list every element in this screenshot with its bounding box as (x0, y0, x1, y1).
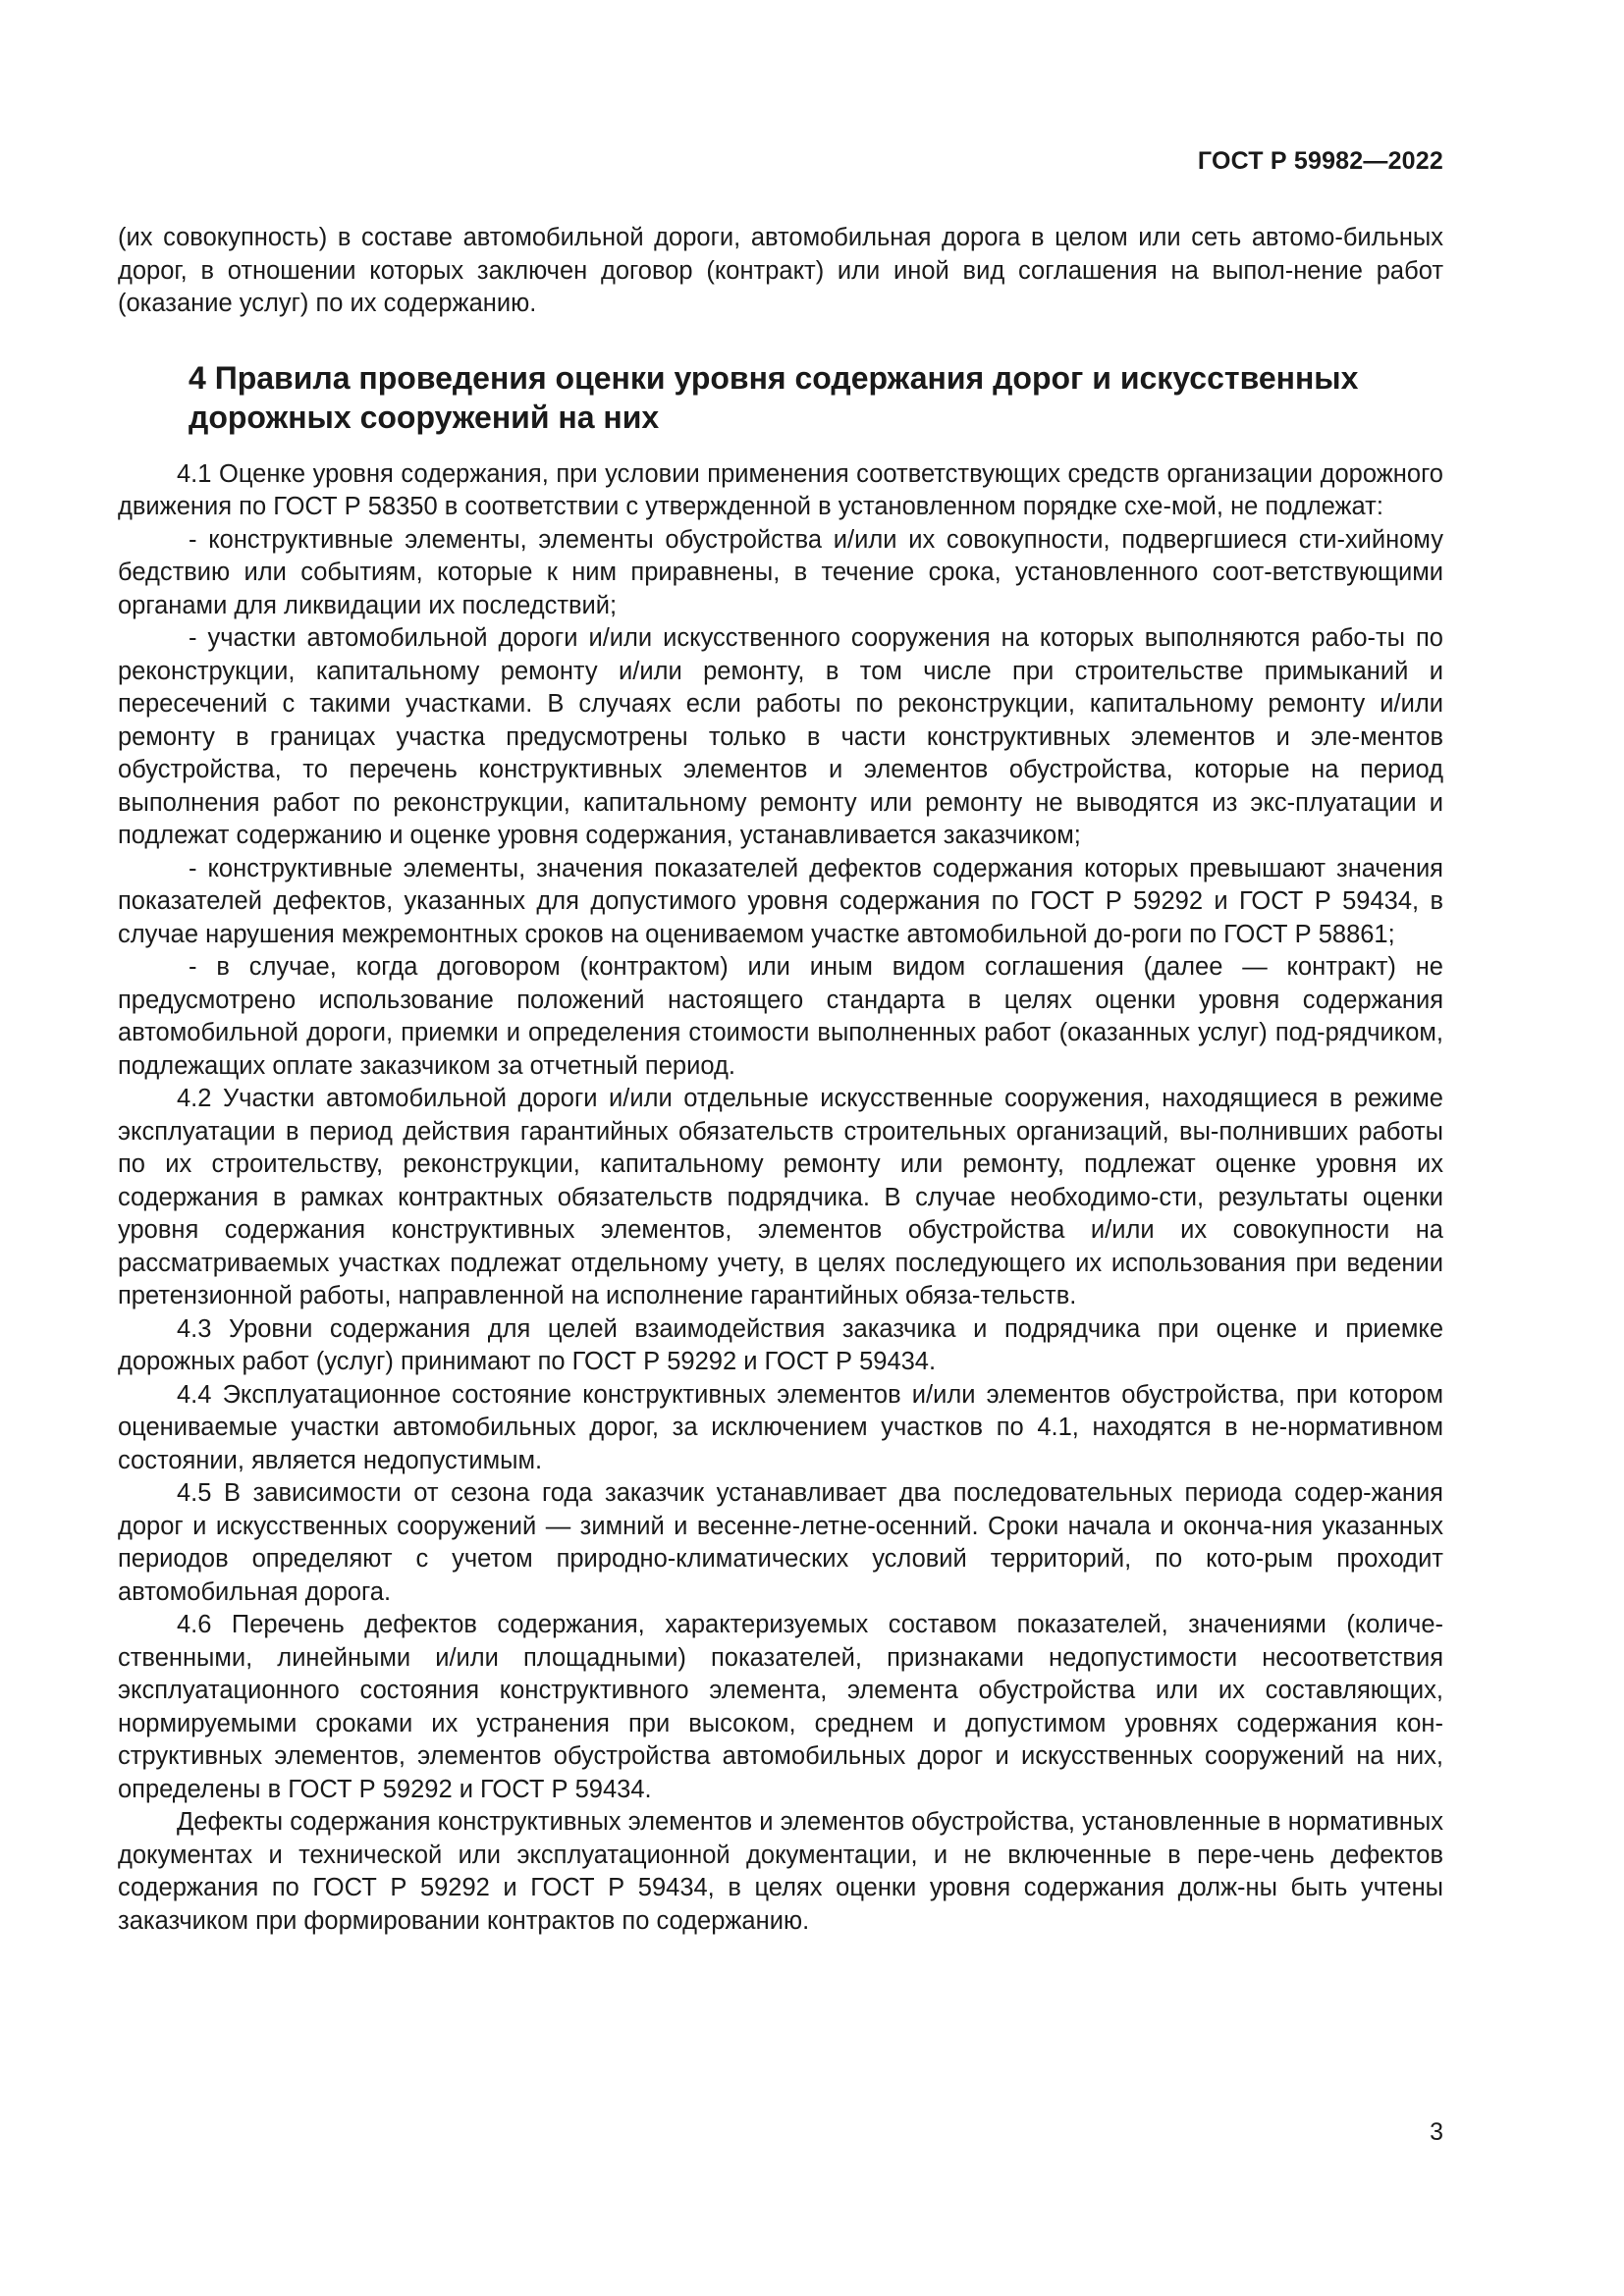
page-number: 3 (1430, 2118, 1443, 2146)
clause-4-4: 4.4 Эксплуатационное состояние конструктивных элементов и/или элементов обустройства, при котором оцениваемые участки автомобильных дорог, за исключением участков по 4.1, находятся в не-нормативном состоянии, является недопустимым. (118, 1380, 1443, 1474)
clause-4-1-item-4: - в случае, когда договором (контрактом) или иным видом соглашения (далее — контракт) не предусмотрено использование положений настоящего стандарта в целях оценки уровня содержания автомобильной дороги, приемки и определения стоимости выполненных работ (оказанных услуг) под-рядчиком, подлежащих оплате заказчиком за отчетный период. (118, 953, 1443, 1080)
clause-4-1-item-3: - конструктивные элементы, значения показателей дефектов содержания которых превышают значения показателей дефектов, указанных для допустимого уровня содержания по ГОСТ Р 59292 и ГОСТ Р 59434, в случае нарушения межремонтных сроков на оцениваемом участке автомобильной до-роги по ГОСТ Р 58861; (118, 854, 1443, 948)
clause-4-1-item-2: - участки автомобильной дороги и/или искусственного сооружения на которых выполняются рабо-ты по реконструкции, капитальному ремонту и/или ремонту, в том числе при строительстве примыканий и пересечений с такими участками. В случаях если работы по реконструкции, капитальному ремонту и/или ремонту в границах участка предусмотрены только в части конструктивных элементов и эле-ментов обустройства, то перечень конструктивных элементов и элементов обустройства, которые на период выполнения работ по реконструкции, капитальному ремонту или ремонту не выводятся из экс-плуатации и подлежат содержанию и оценке уровня содержания, устанавливается заказчиком; (118, 624, 1443, 849)
continuation-paragraph: (их совокупность) в составе автомобильной дороги, автомобильная дорога в целом или сеть автомо-бильных дорог, в отношении которых заключен договор (контракт) или иной вид соглашения на выпол-нение работ (оказание услуг) по их содержанию. (118, 224, 1443, 317)
section-heading: 4 Правила проведения оценки уровня содержания дорог и искусственных дорожных сооружений на них (189, 359, 1359, 435)
clause-4-2: 4.2 Участки автомобильной дороги и/или отдельные искусственные сооружения, находящиеся в режиме эксплуатации в период действия гарантийных обязательств строительных организаций, вы-полнивших работы по их строительству, реконструкции, капитальному ремонту или ремонту, подлежат оценке уровня их содержания в рамках контрактных обязательств подрядчика. В случае необходимо-сти, результаты оценки уровня содержания конструктивных элементов, элементов обустройства и/или их совокупности на рассматриваемых участках подлежат отдельному учету, в целях последующего их использования при ведении претензионной работы, направленной на исполнение гарантийных обяза-тельств. (118, 1085, 1443, 1309)
clause-4-1: 4.1 Оценке уровня содержания, при условии применения соответствующих средств организации дорожного движения по ГОСТ Р 58350 в соответствии с утвержденной в установленном порядке схе-мой, не подлежат: (118, 459, 1443, 520)
clause-4-6: 4.6 Перечень дефектов содержания, характеризуемых составом показателей, значениями (количе-ственными, линейными и/или площадными) показателей, признаками недопустимости несоответствия эксплуатационного состояния конструктивного элемента, элемента обустройства или их составляющих, нормируемыми сроками их устранения при высоком, среднем и допустимом уровнях содержания кон-структивных элементов, элементов обустройства автомобильных дорог и искусственных сооружений на них, определены в ГОСТ Р 59292 и ГОСТ Р 59434. (118, 1611, 1443, 1803)
clause-4-5: 4.5 В зависимости от сезона года заказчик устанавливает два последовательных периода содер-жания дорог и искусственных сооружений — зимний и весенне-летне-осенний. Сроки начала и оконча-ния указанных периодов определяют с учетом природно-климатических условий территорий, по кото-рым проходит автомобильная дорога. (118, 1479, 1443, 1606)
document-body (118, 222, 1443, 1938)
clause-4-3: 4.3 Уровни содержания для целей взаимодействия заказчика и подрядчика при оценке и приемке дорожных работ (услуг) принимают по ГОСТ Р 59292 и ГОСТ Р 59434. (118, 1314, 1443, 1375)
clause-4-1-item-1: - конструктивные элементы, элементы обустройства и/или их совокупности, подвергшиеся сти-хийному бедствию или событиям, которые к ним приравнены, в течение срока, установленного соот-ветствующими органами для ликвидации их последствий; (118, 525, 1443, 619)
clause-4-6-note: Дефекты содержания конструктивных элементов и элементов обустройства, установленные в нормативных документах и технической или эксплуатационной документации, и не включенные в пере-чень дефектов содержания по ГОСТ Р 59292 и ГОСТ Р 59434, в целях оценки уровня содержания долж-ны быть учтены заказчиком при формировании контрактов по содержанию. (118, 1808, 1443, 1935)
document-header-standard-id: ГОСТ Р 59982—2022 (1197, 147, 1443, 175)
